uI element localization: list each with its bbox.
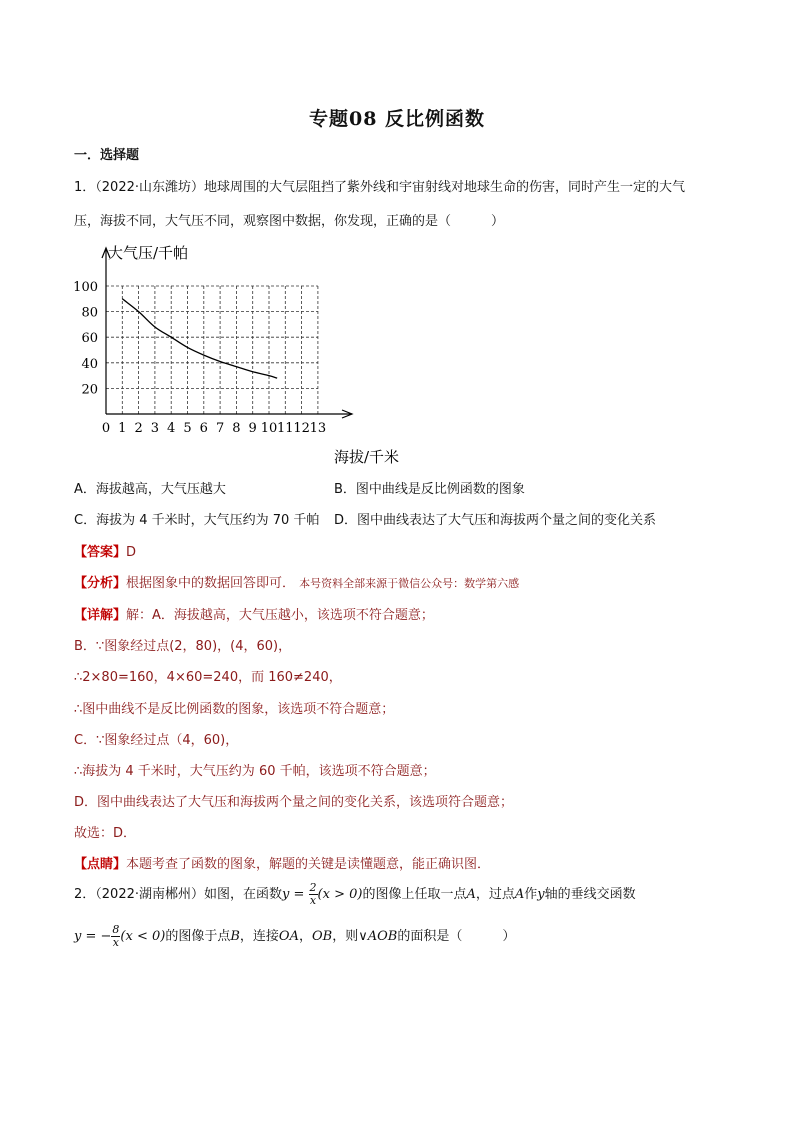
- comment-text: 本题考查了函数的图象，解题的关键是读懂题意，能正确识图．: [126, 857, 491, 872]
- page-title: 专题08 反比例函数: [308, 108, 486, 130]
- point-label: B: [230, 929, 240, 944]
- q1-detail-line-3: ∴图中曲线不是反比例函数的图象，该选项不符合题意；: [74, 702, 395, 717]
- q1-text-line1: 地球周围的大气层阻挡了紫外线和宇宙射线对地球生命的伤害，同时产生一定的大气: [204, 180, 686, 195]
- q2-text: 轴的垂线交函数: [544, 887, 636, 902]
- q1-detail-line-4: C．∵图象经过点（4，60)，: [74, 733, 239, 748]
- q2-text: ，连接: [239, 929, 279, 944]
- q1-option-c: C．海拔为 4 千米时，大气压约为 70 千帕: [74, 513, 320, 528]
- analysis-tag: 【分析】: [74, 576, 127, 591]
- detail-tag: 【详解】: [74, 608, 127, 623]
- q1-detail-line-7: 故选：D．: [74, 826, 137, 841]
- q2-text: ，过点: [475, 887, 515, 902]
- x-tick-label: 7: [215, 421, 225, 436]
- fraction-denominator: x: [309, 894, 317, 907]
- fraction-numerator: 2: [309, 881, 317, 894]
- q1-detail-line-2: ∴2×80=160，4×60=240，而 160≠240，: [74, 670, 342, 685]
- x-tick-label: 8: [232, 421, 241, 436]
- x-tick-label: 6: [199, 421, 208, 436]
- answer-tag: 【答案】: [74, 545, 127, 560]
- fraction-2-over-x: [309, 882, 318, 907]
- fraction-denominator: x: [112, 936, 120, 949]
- q2-text: ，则∨: [332, 929, 368, 944]
- y-tick-label: 40: [81, 356, 98, 372]
- q1-answer: [74, 541, 136, 560]
- analysis-note: 本号资料全部来源于微信公众号：数学第六感: [299, 577, 520, 590]
- comment-tag: 【点睛】: [74, 857, 127, 872]
- q2-number: 2．: [74, 887, 96, 902]
- q2-text: ）: [502, 929, 516, 944]
- pressure-altitude-chart: [66, 238, 426, 470]
- q1-line2: [74, 210, 504, 229]
- y-tick-label: 20: [81, 382, 98, 398]
- domain-condition: (x > 0): [317, 887, 363, 902]
- x-tick-label: 3: [150, 421, 160, 436]
- q1-detail-line-5: ∴海拔为 4 千米时，大气压约为 60 千帕，该选项不符合题意；: [74, 764, 436, 779]
- x-axis-label: 海拔/千米: [334, 448, 400, 466]
- x-tick-label: 1: [118, 421, 127, 436]
- x-tick-label: 2: [134, 421, 143, 436]
- x-tick-label: 13: [309, 421, 327, 436]
- q2-text: 的图像上任取一点: [362, 887, 467, 902]
- q1-line1: [74, 176, 685, 195]
- point-label: A: [514, 887, 525, 902]
- q1-option-a: A．海拔越高，大气压越大: [74, 482, 226, 497]
- q1-comment: [74, 853, 490, 872]
- q2-text: 作: [524, 887, 538, 902]
- q1-analysis: [74, 572, 519, 591]
- segment-label: OA: [278, 929, 299, 944]
- q1-detail-line-0: [74, 604, 434, 623]
- q2-text: 如图，在函数: [204, 887, 283, 902]
- chart-grid: [106, 286, 318, 414]
- answer-value: D: [126, 545, 137, 560]
- q2-line1: [74, 880, 636, 910]
- y-tick-label: 80: [81, 305, 98, 321]
- q2-source: （2022·湖南郴州）: [95, 887, 204, 902]
- q2-text: ，: [298, 929, 312, 944]
- axis-var: y: [537, 887, 545, 902]
- y-tick-label: 100: [73, 280, 98, 295]
- x-tick-label: 0: [101, 421, 111, 436]
- series-line: [122, 299, 277, 378]
- q1-text-line2: 压，海拔不同，大气压不同，观察图中数据，你发现，正确的是（: [74, 214, 452, 229]
- q2-line2: [74, 922, 515, 952]
- x-tick-label: 9: [248, 421, 257, 436]
- q1-detail-line-1: B．∵图象经过点(2，80)，(4，60)，: [74, 639, 292, 654]
- domain-condition: (x < 0): [120, 929, 166, 944]
- y-axis-label: 大气压/千帕: [108, 244, 189, 262]
- function-y-var: y =: [282, 887, 305, 902]
- x-tick-label: 12: [293, 421, 310, 436]
- detail-text: 解：A．海拔越高，大气压越小，该选项不符合题意；: [126, 608, 434, 623]
- x-tick-label: 4: [167, 421, 176, 436]
- y-tick-label: 60: [81, 331, 98, 347]
- analysis-text: 根据图象中的数据回答即可．: [126, 576, 296, 591]
- q2-text: 的面积是（: [397, 929, 463, 944]
- x-tick-label: 11: [277, 421, 294, 436]
- fraction-numerator: 8: [112, 923, 120, 936]
- q1-option-b: B．图中曲线是反比例函数的图象: [334, 482, 525, 497]
- triangle-label: AOB: [367, 929, 398, 944]
- q1-detail-line-6: D．图中曲线表达了大气压和海拔两个量之间的变化关系，该选项符合题意；: [74, 795, 514, 810]
- q1-option-d: D．图中曲线表达了大气压和海拔两个量之间的变化关系: [334, 513, 657, 528]
- section-heading: 一．选择题: [74, 148, 140, 163]
- x-tick-label: 5: [183, 421, 192, 436]
- chart-ticks: [73, 280, 326, 436]
- chart-axes: [102, 248, 352, 418]
- x-tick-label: 10: [260, 421, 278, 436]
- q2-text: 的图像于点: [165, 929, 231, 944]
- point-label: A: [466, 887, 476, 902]
- function-y-var: y = −: [74, 929, 112, 944]
- q1-text-line2-end: ）: [491, 214, 505, 229]
- q1-number: 1．: [74, 180, 96, 195]
- segment-label: OB: [311, 929, 333, 944]
- q1-source: （2022·山东潍坊）: [95, 180, 204, 195]
